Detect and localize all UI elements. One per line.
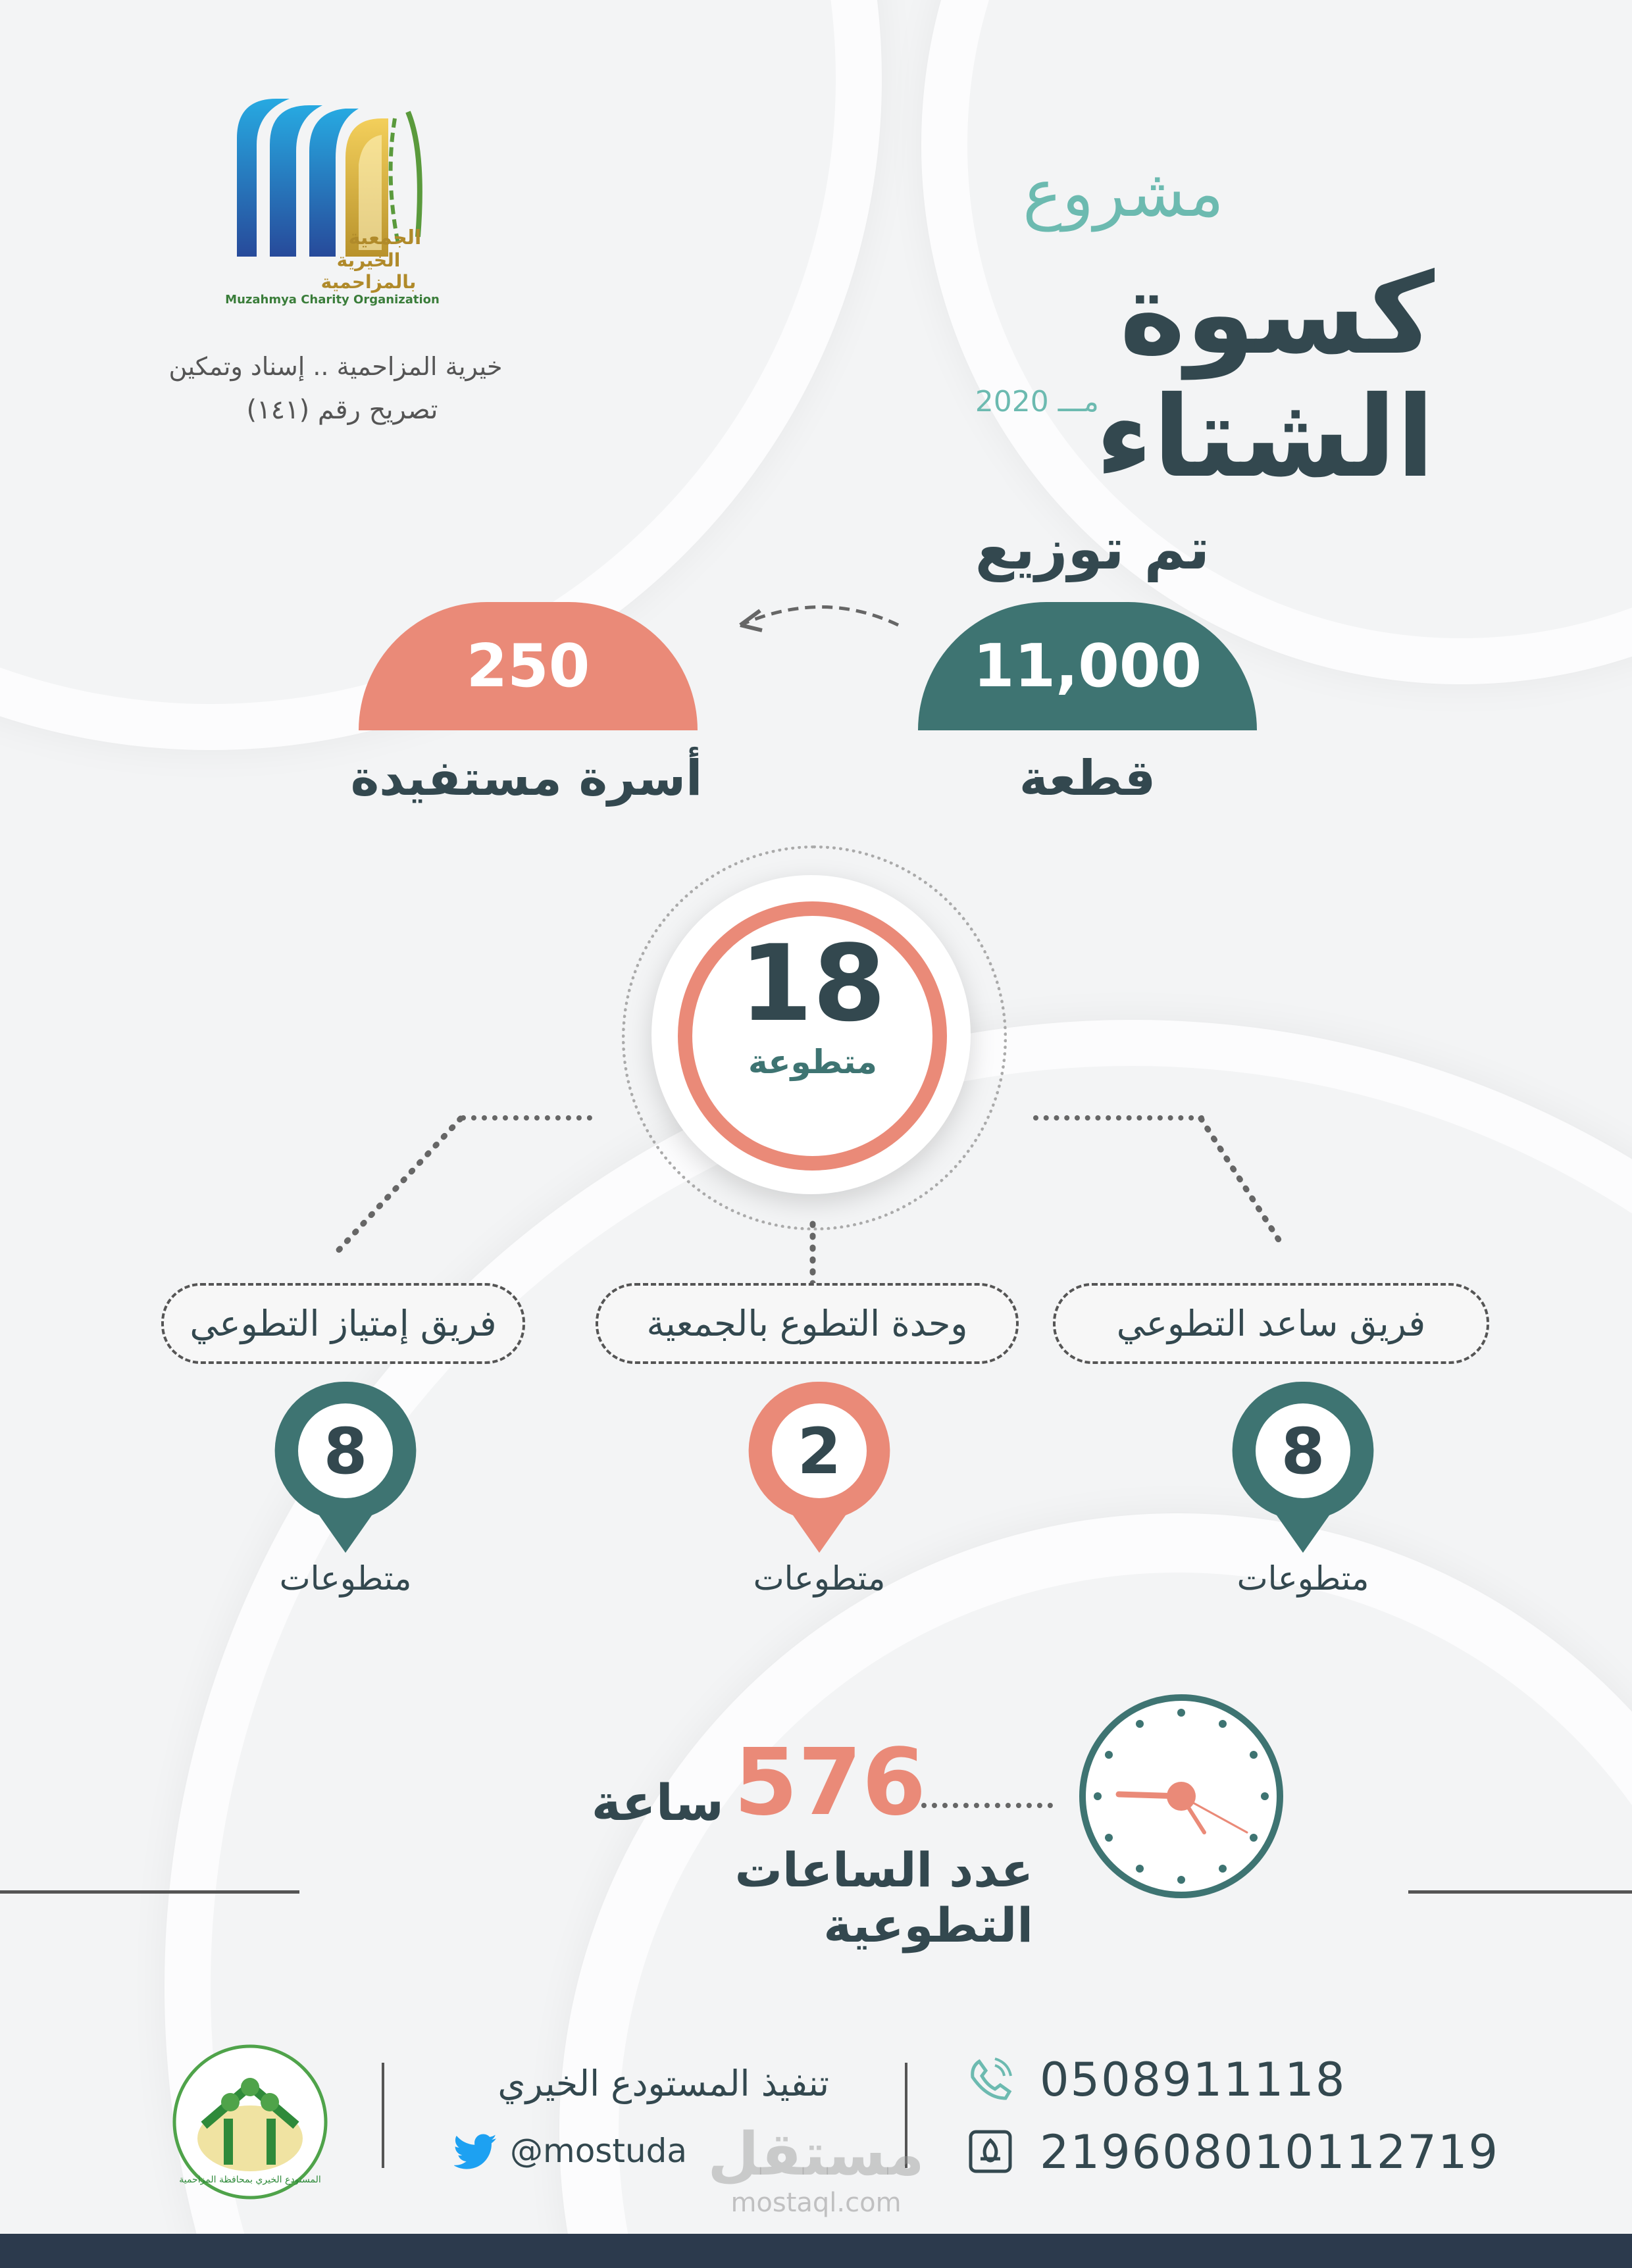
team-count: 2 — [797, 1415, 842, 1488]
pieces-label: قطعة — [1019, 750, 1156, 807]
org-logo — [225, 92, 441, 316]
team-name: وحدة التطوع بالجمعية — [646, 1303, 968, 1344]
partner-logo-text: المستودع الخيري بمحافظة المزاحمية — [179, 2175, 321, 2185]
footer-divider — [382, 2063, 384, 2168]
divider — [0, 1890, 299, 1894]
pieces-value: 11,000 — [973, 632, 1202, 701]
connector-right — [1033, 1115, 1204, 1121]
bank-icon — [967, 2129, 1013, 2175]
connector-right-diag — [1198, 1115, 1290, 1253]
watermark-ar: مستقل — [707, 2120, 925, 2189]
phone-number[interactable]: 0508911118 — [1040, 2053, 1346, 2107]
team-unit: متطوعات — [1237, 1559, 1369, 1598]
team-unit: متطوعات — [279, 1559, 412, 1598]
team-count: 8 — [323, 1415, 368, 1488]
team-pill — [1053, 1283, 1489, 1364]
executor-text: تنفيذ المستودع الخيري — [497, 2063, 829, 2104]
team-count: 8 — [1281, 1415, 1325, 1488]
org-logo-name-line1: الجمعية — [348, 226, 422, 249]
phone-icon — [967, 2056, 1013, 2102]
divider — [1408, 1890, 1632, 1894]
org-slogan: خيرية المزاحمية .. إسناد وتمكين — [168, 352, 503, 381]
families-value: 250 — [466, 632, 590, 701]
clock-icon — [1073, 1688, 1290, 1905]
project-prefix: مشروع — [1023, 155, 1224, 232]
partner-logo — [168, 2040, 332, 2204]
connector-left — [461, 1115, 592, 1121]
project-title: كسوة الشتاء — [1095, 249, 1435, 503]
hours-unit: ساعة — [591, 1773, 724, 1832]
watermark-en: mostaql.com — [730, 2188, 902, 2218]
org-license: تصريح رقم (١٤١) — [246, 395, 438, 425]
team-pin — [747, 1378, 892, 1556]
hours-label: عدد الساعات التطوعية — [734, 1842, 1033, 1953]
volunteers-total-label: متطوعة — [748, 1043, 877, 1081]
volunteers-total-value: 18 — [739, 922, 886, 1045]
bottom-bar — [0, 2234, 1632, 2268]
team-unit: متطوعات — [753, 1559, 886, 1598]
team-pin — [273, 1378, 418, 1556]
twitter-handle[interactable]: @mostuda — [510, 2132, 688, 2170]
team-pin — [1231, 1378, 1375, 1556]
team-pill — [161, 1283, 525, 1364]
org-logo-name-en: Muzahmya Charity Organization — [225, 293, 440, 307]
project-year: 2020 مـــ — [975, 385, 1099, 418]
team-pill — [596, 1283, 1019, 1364]
team-name: فريق إمتياز التطوعي — [190, 1303, 497, 1344]
team-name: فريق ساعد التطوعي — [1116, 1303, 1426, 1344]
bank-account: 219608010112719 — [1040, 2125, 1500, 2179]
hours-connector — [921, 1803, 1053, 1808]
connector-left-diag — [329, 1115, 467, 1260]
distribution-heading: تم توزيع — [975, 517, 1210, 582]
hours-value: 576 — [734, 1729, 927, 1836]
twitter-icon — [454, 2134, 497, 2171]
org-logo-name-line2: الخيرية بالمزاحمية — [320, 249, 417, 293]
arrow-icon — [724, 592, 908, 645]
families-label: أسرة مستفيدة — [350, 750, 703, 807]
